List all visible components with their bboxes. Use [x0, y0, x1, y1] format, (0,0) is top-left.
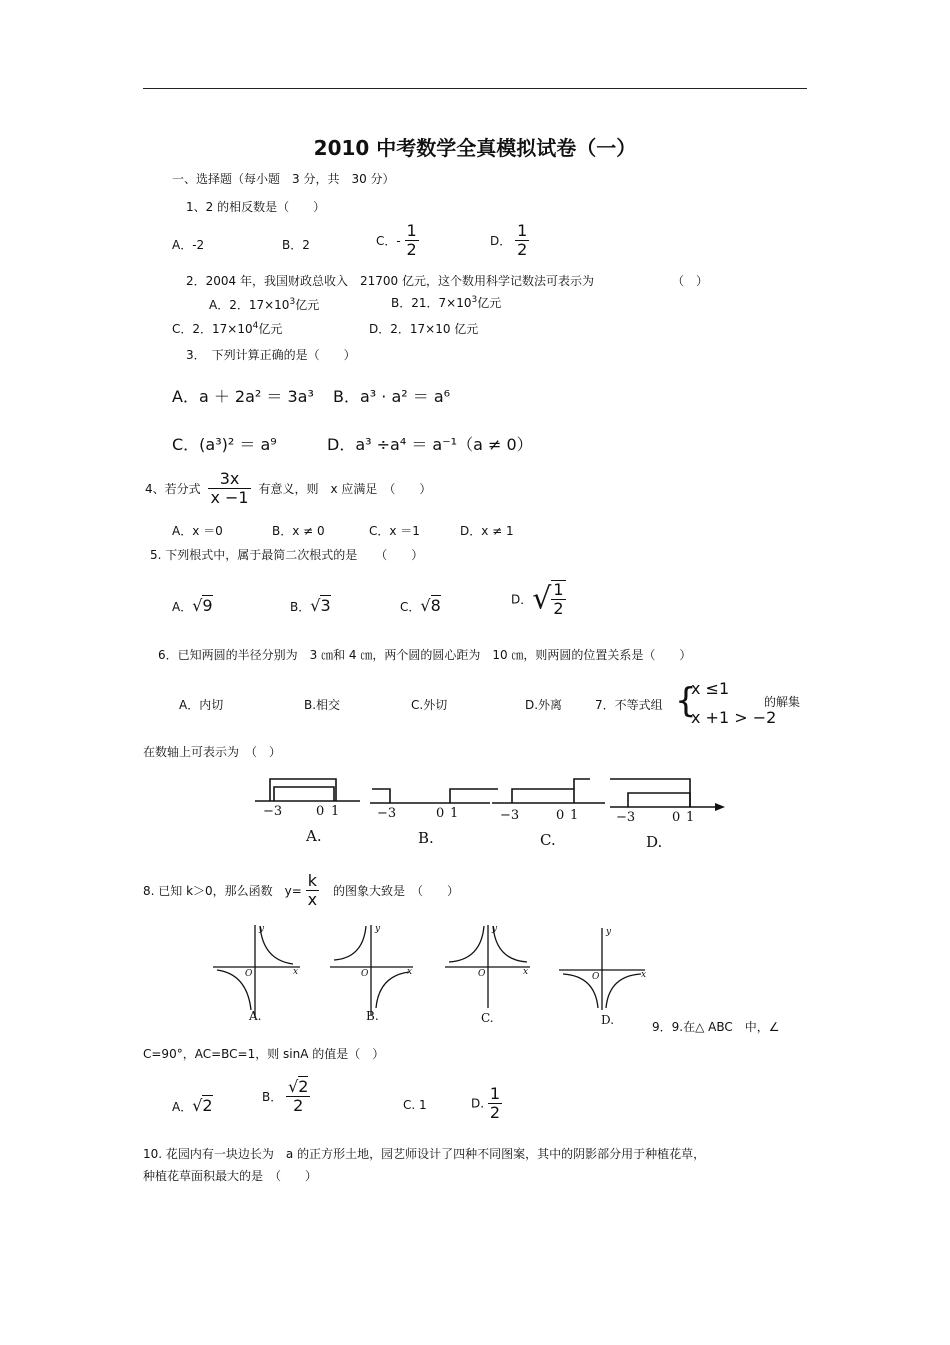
- q5-a-label: A．: [172, 600, 193, 614]
- axis-label-x: x: [523, 967, 529, 977]
- q4-fraction: [208, 470, 250, 507]
- tick-label: 0: [672, 810, 681, 825]
- radicand: 2: [202, 1096, 213, 1115]
- q9-a-label: A．: [172, 1100, 193, 1114]
- q9-stem-pre: 9．9.在△ ABC 中，∠: [652, 1020, 780, 1034]
- q3-option-a: A．a ＋ 2a² ＝ 3a³: [172, 387, 314, 406]
- q2-option-c: [172, 320, 282, 337]
- q5-option-b: [290, 596, 331, 615]
- q8-stem-post: 的图象大致是 （ ）: [332, 884, 459, 898]
- hyperbola-branch: [260, 926, 293, 964]
- frac-num: 1: [489, 1084, 501, 1103]
- q7-number-lines: [250, 775, 725, 855]
- frac-num: k: [306, 872, 319, 891]
- q9-option-b: [262, 1078, 310, 1115]
- sqrt-icon: √: [192, 596, 203, 615]
- q4-stem-post: 有意义，则 x 应满足 （ ）: [258, 482, 432, 496]
- q9-b-fraction: [286, 1078, 310, 1115]
- radicand: 9: [202, 596, 213, 615]
- q2-c-text: C．2．17×10: [172, 322, 253, 336]
- q7-ineq-2: x +1 > −2: [691, 708, 777, 727]
- frac-num: [286, 1078, 310, 1097]
- q5-option-c: [400, 596, 441, 615]
- frac-num: 1: [517, 221, 528, 240]
- q1-stem: 1、2 的相反数是（ ）: [186, 200, 326, 214]
- q2-a-exp: 3: [289, 297, 296, 307]
- option-label: C.: [481, 1011, 494, 1025]
- radicand: 3: [320, 596, 331, 615]
- axis-label-y: y: [492, 924, 498, 934]
- solution-bracket: [574, 779, 590, 789]
- frac-num: 1: [406, 221, 417, 240]
- q4-option-c: C．x ＝1: [369, 524, 420, 538]
- tick-label: 1: [450, 806, 459, 821]
- axis-label-y: y: [375, 924, 381, 934]
- q3-option-d: D．a³ ÷a⁴ ＝ a⁻¹（a ≠ 0）: [327, 435, 533, 454]
- q5-d-fraction: [551, 580, 565, 618]
- q1-option-b: B．2: [282, 238, 310, 252]
- brace-icon: {: [675, 681, 697, 721]
- q8-graphs: [205, 920, 660, 1030]
- origin-label: O: [478, 969, 486, 979]
- tick-label: 0: [556, 808, 565, 823]
- hyperbola-branch: [606, 974, 641, 1008]
- frac-den: 2: [553, 599, 564, 618]
- solution-bracket: [274, 787, 334, 801]
- solution-bracket: [450, 789, 498, 803]
- tick-label: 1: [331, 804, 340, 819]
- option-label: A.: [306, 827, 322, 845]
- q5-option-a: [172, 596, 213, 615]
- q2-c-unit: 亿元: [258, 322, 283, 336]
- q4-stem-pre: 4、若分式: [145, 482, 201, 496]
- frac-num: 3x: [208, 470, 250, 489]
- frac-den: 2: [489, 1103, 501, 1122]
- sqrt-icon: √: [192, 1096, 203, 1115]
- q2-option-d: D．2．17×10 亿元: [369, 322, 479, 336]
- q2-stem: 2．2004 年，我国财政总收入 21700 亿元，这个数用科学记数法可表示为: [186, 274, 594, 288]
- q6-option-d: D.外离: [525, 698, 563, 712]
- q9-d-label: D.: [471, 1096, 485, 1111]
- tick-label: −3: [377, 806, 397, 821]
- solution-bracket: [372, 789, 390, 803]
- radicand: 8: [430, 596, 441, 615]
- q6-option-c: C.外切: [411, 698, 448, 712]
- q5-b-label: B．: [290, 600, 311, 614]
- q7-stem-post: 的解集: [764, 695, 801, 709]
- tick-label: −3: [616, 810, 636, 825]
- q5-stem: 5. 下列根式中，属于最简二次根式的是 （ ）: [150, 548, 424, 562]
- section-heading: 一、选择题（每小题 3 分，共 30 分）: [172, 172, 395, 186]
- q4-stem: [145, 470, 431, 507]
- tick-label: 1: [686, 810, 695, 825]
- q2-a-unit: 亿元: [295, 298, 320, 312]
- q7-stem-cont: 在数轴上可表示为 （ ）: [143, 745, 282, 759]
- tick-label: 0: [316, 804, 325, 819]
- q7-stem-pre: 7．不等式组: [595, 698, 663, 712]
- sqrt-icon: √: [420, 596, 431, 615]
- frac-num: 1: [553, 580, 564, 599]
- q9-option-a: [172, 1096, 213, 1115]
- q3-option-c: C．(a³)² ＝ a⁹: [172, 435, 277, 454]
- tick-label: 0: [436, 806, 445, 821]
- q7-ineq-1: x ≤1: [691, 679, 730, 698]
- frac-den: x: [307, 890, 318, 909]
- solution-bracket: [512, 789, 574, 803]
- sqrt-icon: √: [288, 1077, 299, 1096]
- q9-d-fraction: [488, 1085, 502, 1122]
- option-label: A.: [249, 1009, 262, 1023]
- hyperbola-branch: [449, 926, 484, 962]
- q1-option-d: [490, 222, 529, 259]
- q1-c-prefix: C．-: [376, 234, 401, 248]
- q10-line-2: 种植花草面积最大的是 （ ）: [143, 1169, 318, 1183]
- q6-option-a: A．内切: [179, 698, 224, 712]
- q9-option-c: C. 1: [403, 1098, 427, 1112]
- q8-stem-pre: 8. 已知 k＞0，那么函数 y=: [143, 884, 302, 898]
- sqrt-icon: √: [310, 596, 321, 615]
- origin-label: O: [245, 969, 253, 979]
- tick-label: −3: [500, 808, 520, 823]
- origin-label: O: [592, 972, 600, 982]
- radicand: 2: [298, 1077, 309, 1096]
- hyperbola-branch: [493, 926, 527, 962]
- q2-b-text: B．21．7×10: [391, 296, 472, 310]
- q1-option-c: [376, 222, 419, 259]
- q9-stem-cont: C=90°，AC=BC=1，则 sinA 的值是（ ）: [143, 1047, 385, 1061]
- q3-option-b: B．a³ · a² ＝ a⁶: [333, 387, 451, 406]
- q1-d-fraction: [515, 222, 529, 259]
- q2-option-b: [391, 294, 501, 311]
- q2-c-exp: 4: [252, 321, 259, 331]
- q2-b-unit: 亿元: [477, 296, 502, 310]
- q3-stem: 3． 下列计算正确的是（ ）: [186, 348, 356, 362]
- q5-d-label: D．: [511, 592, 533, 607]
- option-label: B.: [418, 829, 434, 847]
- page-title: 2010 中考数学全真模拟试卷（一）: [313, 136, 637, 160]
- option-label: D.: [646, 833, 663, 851]
- q8-fraction: [306, 872, 319, 909]
- q10-line-1: 10. 花园内有一块边长为 a 的正方形土地，园艺师设计了四种不同图案，其中的阴影部分用于种植花草，: [143, 1147, 706, 1161]
- q1-option-a: A．-2: [172, 238, 205, 252]
- frac-den: x −1: [210, 488, 249, 507]
- q6-option-b: B.相交: [304, 698, 341, 712]
- arrow-icon: [715, 803, 725, 811]
- q2-option-a: [209, 296, 319, 313]
- header-rule: [143, 88, 807, 89]
- option-label: B.: [366, 1009, 379, 1023]
- solution-bracket: [628, 793, 690, 807]
- q1-d-prefix: D．: [490, 234, 512, 248]
- axis-label-x: x: [641, 970, 647, 980]
- q1-c-fraction: [405, 222, 419, 259]
- tick-label: −3: [263, 804, 283, 819]
- q5-c-label: C．: [400, 600, 421, 614]
- frac-den: 2: [293, 1096, 304, 1115]
- hyperbola-branch: [334, 926, 366, 960]
- tick-label: 1: [570, 808, 579, 823]
- frac-den: 2: [406, 240, 417, 259]
- q2-a-text: A．2．17×10: [209, 298, 290, 312]
- q4-option-d: D．x ≠ 1: [460, 524, 514, 538]
- axis-label-x: x: [293, 967, 299, 977]
- q8-stem: [143, 872, 459, 909]
- axis-label-y: y: [259, 924, 265, 934]
- origin-label: O: [361, 969, 369, 979]
- option-label: D.: [601, 1013, 615, 1027]
- q5-option-d: [511, 580, 566, 618]
- axis-label-x: x: [407, 967, 413, 977]
- q4-option-b: B．x ≠ 0: [272, 524, 325, 538]
- q9-b-label: B．: [262, 1090, 283, 1104]
- sqrt-icon: √: [532, 581, 552, 617]
- axis-label-y: y: [606, 927, 612, 937]
- option-label: C.: [540, 831, 556, 849]
- q2-b-exp: 3: [471, 295, 478, 305]
- q4-option-a: A．x ＝0: [172, 524, 223, 538]
- q6-stem: 6．已知两圆的半径分别为 3 ㎝和 4 ㎝，两个圆的圆心距为 10 ㎝，则两圆的位置关系是（ ）: [158, 648, 692, 662]
- solution-bracket: [270, 779, 336, 801]
- q9-option-d: [471, 1085, 502, 1122]
- frac-den: 2: [517, 240, 528, 259]
- q2-paren: （ ）: [672, 274, 709, 288]
- hyperbola-branch: [376, 972, 409, 1008]
